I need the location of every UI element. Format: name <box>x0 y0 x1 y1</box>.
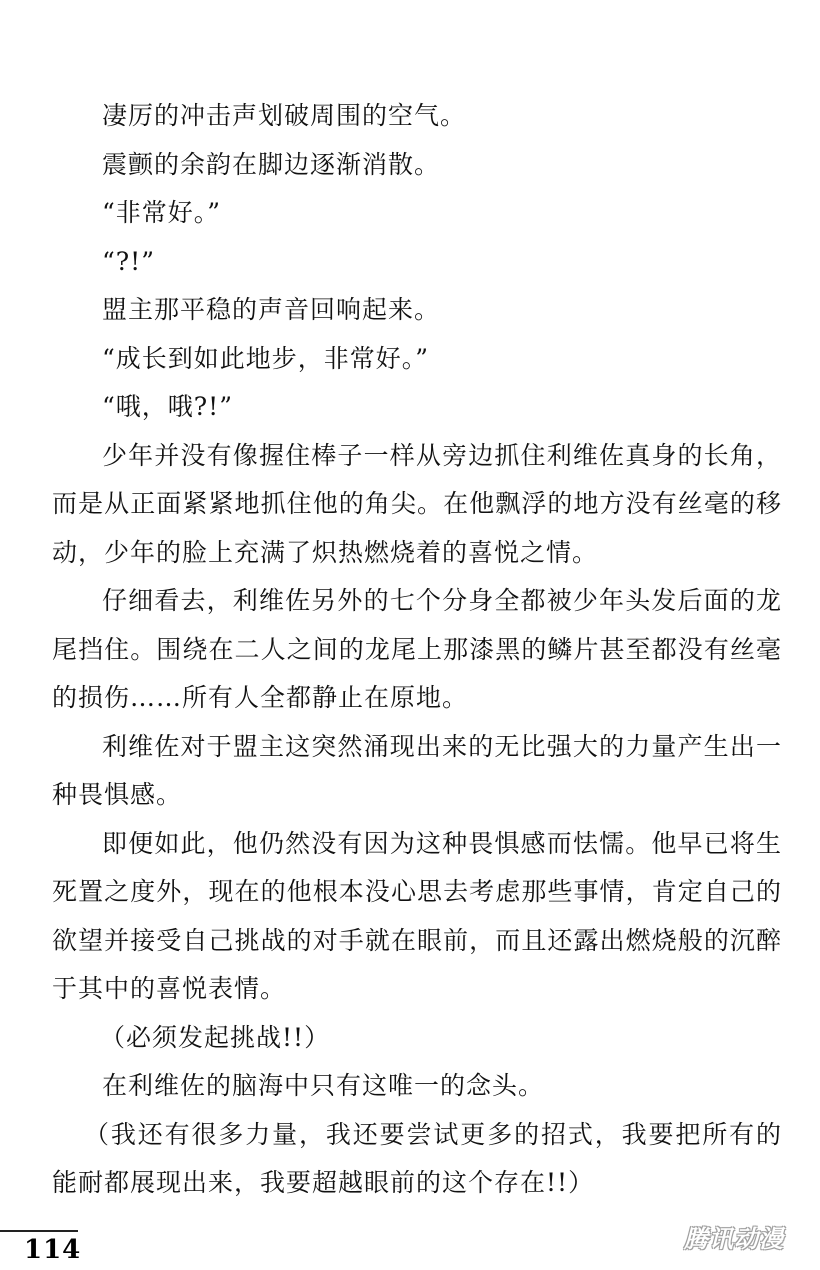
paragraph: 在利维佐的脑海中只有这唯一的念头。 <box>102 1071 545 1100</box>
paragraph: 盟主那平稳的声音回响起来。 <box>102 295 441 324</box>
page-number-rule <box>0 1230 78 1232</box>
paragraph: 少年并没有像握住棒子一样从旁边抓住利维佐真身的长角，而是从正面紧紧地抓住他的角尖。在他飘浮的地方没有丝毫的移动，少年的脸上充满了炽热燃烧着的喜悦之情。 <box>52 440 782 567</box>
paragraph: 即便如此，他仍然没有因为这种畏惧感而怯懦。他早已将生死置之度外，现在的他根本没心思去考虑那些事情，肯定自己的欲望并接受自己挑战的对手就在眼前，而且还露出燃烧般的沉醉于其中的喜悦表情。 <box>52 828 782 1003</box>
paragraph: 利维佐对于盟主这突然涌现出来的无比强大的力量产生出一种畏惧感。 <box>52 731 782 809</box>
paragraph: “非常好。” <box>102 198 222 227</box>
paragraph: （必须发起挑战!!） <box>100 1022 331 1052</box>
paragraph: “?!” <box>102 246 156 276</box>
page-number: 114 <box>24 1235 82 1265</box>
paragraph: 仔细看去，利维佐另外的七个分身全都被少年头发后面的龙尾挡住。围绕在二人之间的龙尾上那漆黑的鳞片甚至都没有丝毫的损伤……所有人全都静止在原地。 <box>52 586 782 712</box>
paragraph: 凄厉的冲击声划破周围的空气。 <box>102 101 467 130</box>
paragraph: （我还有很多力量，我还要尝试更多的招式，我要把所有的能耐都展现出来，我要超越眼前的这个存在!!） <box>52 1119 782 1197</box>
paragraph: “哦，哦?!” <box>102 392 234 421</box>
watermark-logo: 腾讯动漫 <box>684 1224 784 1253</box>
paragraph: “成长到如此地步，非常好。” <box>102 343 430 373</box>
paragraph: 震颤的余韵在脚边逐渐消散。 <box>102 149 441 179</box>
body-text <box>52 92 782 1208</box>
